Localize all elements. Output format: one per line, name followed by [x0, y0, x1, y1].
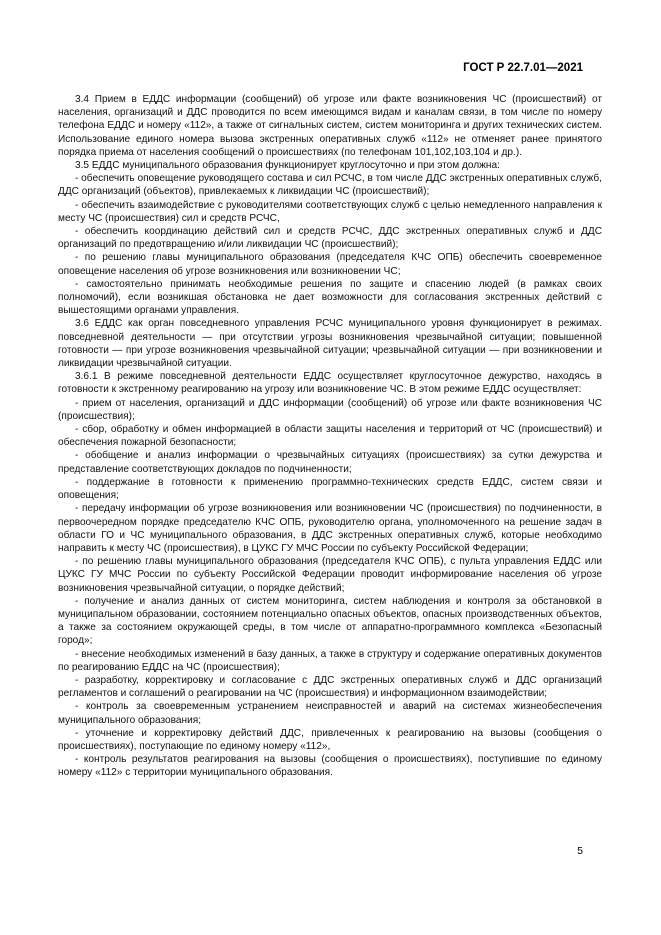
- list-item: - разработку, корректировку и согласование с ДДС экстренных оперативных служб и ДДС организаций регламентов и соглашений о реагировании на ЧС (происшествия) и информационном взаимодействии;: [58, 674, 602, 700]
- list-item: - уточнение и корректировку действий ДДС, привлеченных к реагированию на вызовы (сообщения о происшествиях), поступающие по единому номеру «112»,: [58, 727, 602, 752]
- page-number: 5: [577, 845, 583, 857]
- list-item: - внесение необходимых изменений в базу данных, а также в структуру и содержание оперативных документов по реагированию ЕДДС на ЧС (происшествия);: [58, 648, 602, 673]
- list-item: - поддержание в готовности к применению программно-технических средств ЕДДС, систем связи и оповещения;: [58, 476, 602, 502]
- document-body: [58, 93, 602, 780]
- list-item: - контроль за своевременным устранением неисправностей и аварий на системах жизнеобеспечения муниципального образования;: [58, 701, 602, 726]
- list-item: - самостоятельно принимать необходимые решения по защите и спасению людей (в рамках своих полномочий), если возникшая обстановка не дает возможности для согласования экстренных действий с вышестоящими органами управления.: [58, 278, 602, 317]
- paragraph: 3.6.1 В режиме повседневной деятельности ЕДДС осуществляет круглосуточное дежурство, находясь в готовности к экстренному реагированию на угрозу или возникновение ЧС. В этом режиме ЕДДС осуществляет:: [58, 371, 602, 396]
- list-item: - контроль результатов реагирования на вызовы (сообщения о происшествиях), поступившие по единому номеру «112» с территории муниципального образования.: [58, 754, 602, 779]
- list-item: - сбор, обработку и обмен информацией в области защиты населения и территорий от ЧС (происшествий) и обеспечения пожарной безопасности;: [58, 424, 602, 449]
- list-item: - обеспечить координацию действий сил и средств РСЧС, ДДС экстренных оперативных служб и ДДС организаций по предотвращению и/или ликвидации ЧС (происшествий);: [58, 226, 602, 251]
- list-item: - по решению главы муниципального образования (председателя КЧС ОПБ) обеспечить своевременное оповещение населения об угрозе возникновения или возникновении ЧС;: [58, 252, 602, 277]
- list-item: - обобщение и анализ информации о чрезвычайных ситуациях (происшествиях) за сутки дежурства и представление соответствующих докладов по подчиненности;: [58, 450, 602, 475]
- list-item: - по решению главы муниципального образования (председателя КЧС ОПБ), с пульта управления ЕДДС или ЦУКС ГУ МЧС России по субъекту Российской Федерации проводит информирование населения об угрозе возникновения чрезвычайной ситуации, о порядке действий;: [58, 556, 602, 594]
- list-item: - получение и анализ данных от систем мониторинга, систем наблюдения и контроля за обстановкой в муниципальном образовании, состоянием потенциально опасных объектов, опасных производственных объектов, а также за состоянием окружающей среды, в том числе от аппаратно-программного комплекса «Безопасный город»;: [58, 595, 602, 647]
- paragraph: 3.6 ЕДДС как орган повседневного управления РСЧС муниципального уровня функционирует в режимах. повседневной деятельности — при отсутствии угрозы возникновения чрезвычайной ситуации; повышенной готовности — при угрозе возникновения чрезвычайной ситуации; чрезвычайной ситуации — при возникновении и ликвидации чрезвычайной ситуации.: [58, 318, 602, 370]
- list-item: - обеспечить оповещение руководящего состава и сил РСЧС, в том числе ДДС экстренных оперативных служб, ДДС организаций (объектов), привлекаемых к ликвидации ЧС (происшествий);: [58, 173, 602, 198]
- list-item: - обеспечить взаимодействие с руководителями соответствующих служб с целью немедленного направления к месту ЧС (происшествия) сил и средств РСЧС,: [58, 199, 602, 224]
- paragraph: 3.4 Прием в ЕДДС информации (сообщений) об угрозе или факте возникновения ЧС (происшествий) от населения, организаций и ДДС проводится по всем имеющимся видам и каналам связи, в том числе по номеру телефона ЕДДС и номеру «112», а также от сигнальных систем, систем мониторинга и других технических систем. Использование единого номера вызова экстренных оперативных служб «112» не отменяет ранее принятого порядка приема от населения сообщений о происшествиях (по телефонам 101,102,103,104 и др.).: [58, 94, 602, 158]
- list-item: - передачу информации об угрозе возникновения или возникновении ЧС (происшествия) по подчиненности, в первоочередном порядке председателю КЧС ОПБ, руководителю органа, уполномоченного на решение задач в области ГО и ЧС муниципального образования, в ДДС экстренных оперативных служб, которые необходимо направить к месту ЧС (происшествия), в ЦУКС ГУ МЧС России по субъекту Российской Федерации;: [58, 503, 602, 554]
- list-item: - прием от населения, организаций и ДДС информации (сообщений) об угрозе или факте возникновения ЧС (происшествия);: [58, 397, 602, 422]
- paragraph: 3.5 ЕДДС муниципального образования функционирует круглосуточно и при этом должна:: [75, 160, 500, 172]
- document-header: ГОСТ Р 22.7.01—2021: [463, 62, 583, 74]
